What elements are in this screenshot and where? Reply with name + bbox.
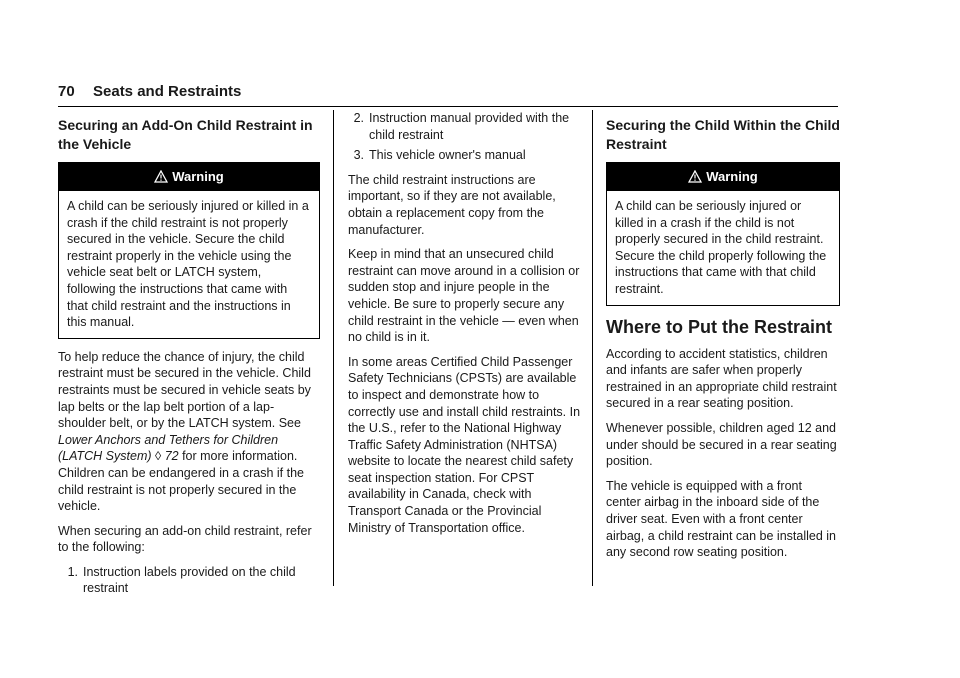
paragraph-text: for more information. Children can be endangered in a crash if the child restraint is not properly secured in the vehicle. xyxy=(58,449,304,514)
warning-body: A child can be seriously injured or killed in a crash if the child is not properly secured in the child restraint. Secure the child properly following the instructions that came with that child restraint. xyxy=(615,199,827,296)
paragraph xyxy=(58,349,320,515)
section-heading: Securing the Child Within the Child Restraint xyxy=(606,117,840,152)
column-1 xyxy=(58,110,320,605)
section-title: Seats and Restraints xyxy=(93,83,242,100)
warning-header xyxy=(59,163,319,191)
numbered-list xyxy=(348,110,582,164)
paragraph: Keep in mind that an unsecured child restraint can move around in a collision or sudden stop and injure people in the vehicle. Be sure to properly secure any child restraint in the vehicle — even when no child is in it. xyxy=(348,247,580,345)
major-heading: Where to Put the Restraint xyxy=(606,316,833,337)
list-number: 2. xyxy=(353,111,364,125)
list-item xyxy=(58,564,320,597)
warning-box xyxy=(606,162,840,306)
warning-icon xyxy=(154,170,168,183)
warning-title: Warning xyxy=(172,169,224,184)
column-divider xyxy=(592,110,593,586)
paragraph: The child restraint instructions are important, so if they are not available, obtain a replacement copy from the manufacturer. xyxy=(348,172,556,237)
list-text: This vehicle owner's manual xyxy=(369,148,526,163)
list-item xyxy=(348,110,582,143)
list-number: 3. xyxy=(353,148,364,163)
paragraph-text: To help reduce the chance of injury, the child restraint must be secured in the vehicle. Child restraints must be secured in vehicle seats by lap belts or the lap belt portion of a lap-shoulder belt, or by the LATCH system. See xyxy=(58,349,311,431)
paragraph: According to accident statistics, children and infants are safer when properly restrained in an appropriate child restraint secured in a rear seating position. xyxy=(606,346,837,411)
cross-reference-link[interactable]: Lower Anchors and Tethers for Children (LATCH System) xyxy=(58,432,279,464)
warning-header xyxy=(607,163,839,191)
column-2 xyxy=(348,110,582,544)
list-item xyxy=(348,147,582,164)
list-text: Instruction manual provided with the child restraint xyxy=(369,111,570,142)
paragraph: The vehicle is equipped with a front center airbag in the inboard side of the driver seat. Even with a front center airbag, a child restraint can be installed in any second row seating position. xyxy=(606,478,836,560)
page-header xyxy=(58,84,838,107)
warning-box xyxy=(58,162,320,339)
paragraph: When securing an add-on child restraint, refer to the following: xyxy=(58,523,312,555)
column-3 xyxy=(606,110,840,569)
warning-icon xyxy=(688,170,702,183)
list-text: Instruction labels provided on the child restraint xyxy=(83,564,296,596)
list-number: 1. xyxy=(67,564,78,579)
section-heading: Securing an Add-On Child Restraint in the Vehicle xyxy=(58,117,313,152)
page-ref-number[interactable]: 72 xyxy=(164,449,179,464)
numbered-list xyxy=(58,564,320,597)
paragraph: In some areas Certified Child Passenger Safety Technicians (CPSTs) are available to inspect and demonstrate how to correctly use and install child restraints. In the U.S., refer to the National Highway Traffic Safety Administration (NHTSA) website to locate the nearest child safety seat inspection station. For CPST availability in Canada, check with Transport Canada or the Provincial Ministry of Transportation office. xyxy=(348,354,581,535)
warning-title: Warning xyxy=(706,169,758,184)
page-ref-icon: ◊ xyxy=(155,449,162,464)
paragraph: Whenever possible, children aged 12 and under should be secured in a rear seating position. xyxy=(606,420,837,469)
column-divider xyxy=(333,110,334,586)
warning-body: A child can be seriously injured or killed in a crash if the child restraint is not properly secured in the vehicle. Secure the child restraint properly in the vehicle using the vehicle seat belt or LATCH system, following the instructions that came with that child restraint and the instructions in this manual. xyxy=(67,199,309,330)
page-number: 70 xyxy=(58,83,75,100)
